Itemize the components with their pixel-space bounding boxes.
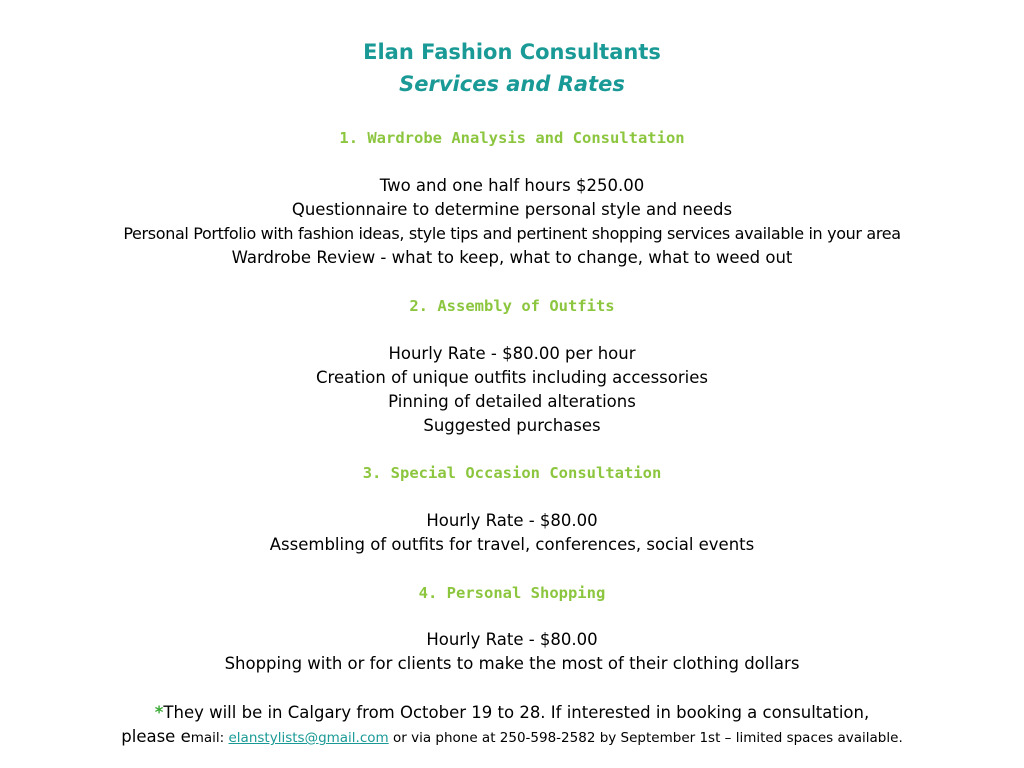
section-heading-special-occasion: 3. Special Occasion Consultation xyxy=(362,464,662,482)
section-2-line-1: Hourly Rate - $80.00 per hour xyxy=(388,344,636,363)
section-heading-assembly-of-outfits: 2. Assembly of Outfits xyxy=(409,297,615,315)
footer-phone-text: or via phone at 250-598-2582 by September 1st – limited spaces available. xyxy=(388,730,903,746)
footer-email-label: mail: xyxy=(190,730,229,746)
section-1-line-3: Personal Portfolio with fashion ideas, style tips and pertinent shopping services available in your area xyxy=(123,224,901,243)
section-2-line-2: Creation of unique outfits including accessories xyxy=(316,368,708,387)
footer-note-line-2 xyxy=(0,726,1024,749)
section-4-line-1: Hourly Rate - $80.00 xyxy=(426,630,598,649)
section-1-line-4: Wardrobe Review - what to keep, what to change, what to weed out xyxy=(231,248,793,267)
document-subtitle: Services and Rates xyxy=(399,72,625,96)
footer-note-text: They will be in Calgary from October 19 to 28. If interested in booking a consultation, xyxy=(163,703,870,722)
document-title: Elan Fashion Consultants xyxy=(363,40,661,64)
section-2-line-3: Pinning of detailed alterations xyxy=(388,392,636,411)
section-2-line-4: Suggested purchases xyxy=(423,416,601,435)
asterisk-marker: * xyxy=(154,703,164,722)
section-1-line-1: Two and one half hours $250.00 xyxy=(379,176,645,195)
section-3-line-1: Hourly Rate - $80.00 xyxy=(426,511,598,530)
section-1-line-2: Questionnaire to determine personal style and needs xyxy=(291,200,733,219)
footer-please-text: please e xyxy=(121,727,191,746)
section-heading-wardrobe-analysis: 1. Wardrobe Analysis and Consultation xyxy=(339,129,685,147)
email-link[interactable]: elanstylists@gmail.com xyxy=(228,730,389,746)
section-4-line-2: Shopping with or for clients to make the most of their clothing dollars xyxy=(224,654,800,673)
footer-note-line-1 xyxy=(0,702,1024,724)
section-heading-personal-shopping: 4. Personal Shopping xyxy=(418,584,606,602)
section-3-line-2: Assembling of outfits for travel, conferences, social events xyxy=(269,535,755,554)
